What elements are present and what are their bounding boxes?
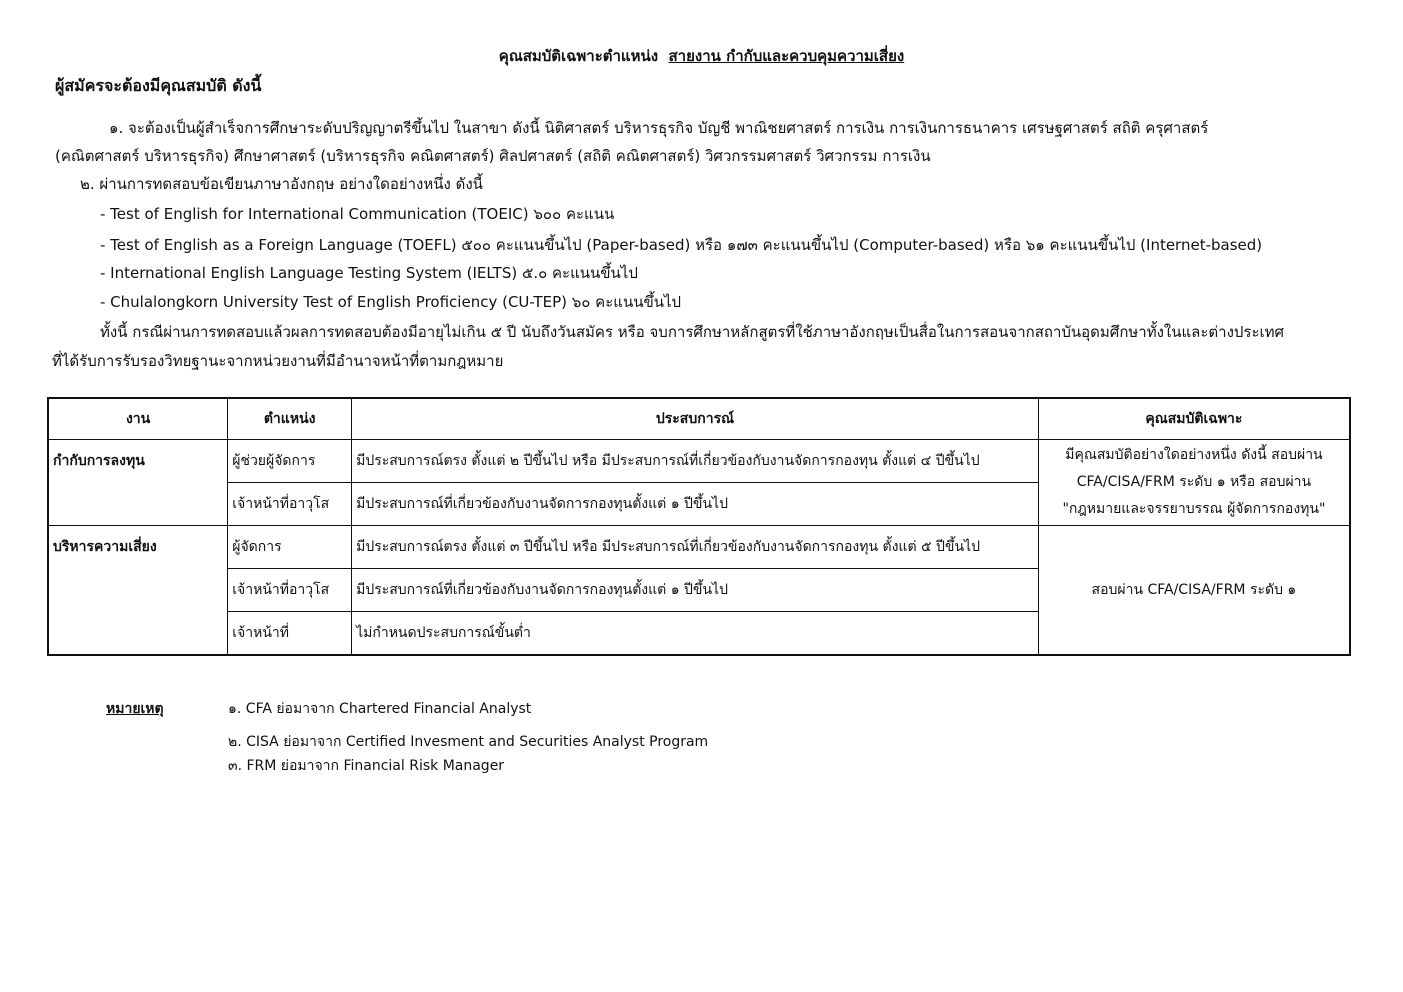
experience-cell: ไม่กำหนดประสบการณ์ขั้นต่ำ [352,612,1039,656]
test-validity-note-line2: ที่ได้รับการรับรองวิทยฐานะจากหน่วยงานที่มีอำนาจหน้าที่ตามกฎหมาย [52,352,504,370]
experience-cell: มีประสบการณ์ตรง ตั้งแต่ ๒ ปีขึ้นไป หรือ มีประสบการณ์ที่เกี่ยวข้องกับงานจัดการกองทุน ตั้งแต่ ๔ ปีขึ้นไป [352,440,1039,483]
experience-cell: มีประสบการณ์ที่เกี่ยวข้องกับงานจัดการกองทุนตั้งแต่ ๑ ปีขึ้นไป [352,569,1039,612]
title-prefix: คุณสมบัติเฉพาะตำแหน่ง [498,47,659,65]
qualification-cell-group1 [1038,440,1350,526]
qual-line3: "กฎหมายและจรรยาบรรณ ผู้จัดการกองทุน" [1062,501,1326,517]
experience-cell: มีประสบการณ์ที่เกี่ยวข้องกับงานจัดการกองทุนตั้งแต่ ๑ ปีขึ้นไป [352,483,1039,526]
remark-frm: ๓. FRM ย่อมาจาก Financial Risk Manager [228,758,505,774]
header-job: งาน [48,398,228,440]
table-row [48,526,1350,569]
test-cutep: - Chulalongkorn University Test of English Proficiency (CU-TEP) ๖๐ คะแนนขึ้นไป [100,293,682,311]
remark-cisa: ๒. CISA ย่อมาจาก Certified Invesment and Securities Analyst Program [228,734,709,750]
position-cell: เจ้าหน้าที่อาวุโส [228,569,352,612]
title-department: สายงาน กำกับและควบคุมความเสี่ยง [668,47,905,65]
remarks-label: หมายเหตุ [106,701,164,717]
english-test-requirement: ๒. ผ่านการทดสอบข้อเขียนภาษาอังกฤษ อย่างใดอย่างหนึ่ง ดังนี้ [80,175,483,193]
position-cell: เจ้าหน้าที่ [228,612,352,656]
education-requirement-line2: (คณิตศาสตร์ บริหารธุรกิจ) ศึกษาศาสตร์ (บริหารธุรกิจ คณิตศาสตร์) ศิลปศาสตร์ (สถิติ คณิตศาสตร์) วิศวกรรมศาสตร์ วิศวกรรม การเงิน [55,147,931,165]
job-risk-management: บริหารความเสี่ยง [48,526,228,656]
position-cell: เจ้าหน้าที่อาวุโส [228,483,352,526]
position-cell: ผู้ช่วยผู้จัดการ [228,440,352,483]
qualifications-heading: ผู้สมัครจะต้องมีคุณสมบัติ ดังนี้ [55,76,262,95]
test-validity-note-line1: ทั้งนี้ กรณีผ่านการทดสอบแล้วผลการทดสอบต้องมีอายุไม่เกิน ๕ ปี นับถึงวันสมัคร หรือ จบการศึกษาหลักสูตรที่ใช้ภาษาอังกฤษเป็นสื่อในการสอนจากสถาบันอุดมศึกษาทั้งในและต่างประเทศ [100,323,1285,341]
page-title [0,44,1403,68]
education-requirement-line1: ๑. จะต้องเป็นผู้สำเร็จการศึกษาระดับปริญญาตรีขึ้นไป ในสาขา ดังนี้ นิติศาสตร์ บริหารธุรกิจ บัญชี พาณิชยศาสตร์ การเงิน การเงินการธนาคาร เศรษฐศาสตร์ สถิติ ครุศาสตร์ [109,119,1209,137]
header-experience: ประสบการณ์ [352,398,1039,440]
remark-cfa: ๑. CFA ย่อมาจาก Chartered Financial Analyst [228,701,532,717]
test-toeic: - Test of English for International Communication (TOEIC) ๖๐๐ คะแนน [100,205,615,223]
qualification-table [47,397,1351,656]
table-header-row [48,398,1350,440]
qual-line2: CFA/CISA/FRM ระดับ ๑ หรือ สอบผ่าน [1076,474,1312,490]
header-position: ตำแหน่ง [228,398,352,440]
test-ielts: - International English Language Testing System (IELTS) ๕.๐ คะแนนขึ้นไป [100,264,638,282]
header-qualification: คุณสมบัติเฉพาะ [1038,398,1350,440]
position-cell: ผู้จัดการ [228,526,352,569]
job-investment-compliance: กำกับการลงทุน [48,440,228,526]
experience-cell: มีประสบการณ์ตรง ตั้งแต่ ๓ ปีขึ้นไป หรือ มีประสบการณ์ที่เกี่ยวข้องกับงานจัดการกองทุน ตั้งแต่ ๕ ปีขึ้นไป [352,526,1039,569]
table-row [48,440,1350,483]
qualification-cell-group2: สอบผ่าน CFA/CISA/FRM ระดับ ๑ [1038,526,1350,656]
test-toefl: - Test of English as a Foreign Language (TOEFL) ๕๐๐ คะแนนขึ้นไป (Paper-based) หรือ ๑๗๓ คะแนนขึ้นไป (Computer-based) หรือ ๖๑ คะแนนขึ้นไป (Internet-based) [100,236,1263,254]
qual-line1: มีคุณสมบัติอย่างใดอย่างหนึ่ง ดังนี้ สอบผ่าน [1065,447,1323,463]
